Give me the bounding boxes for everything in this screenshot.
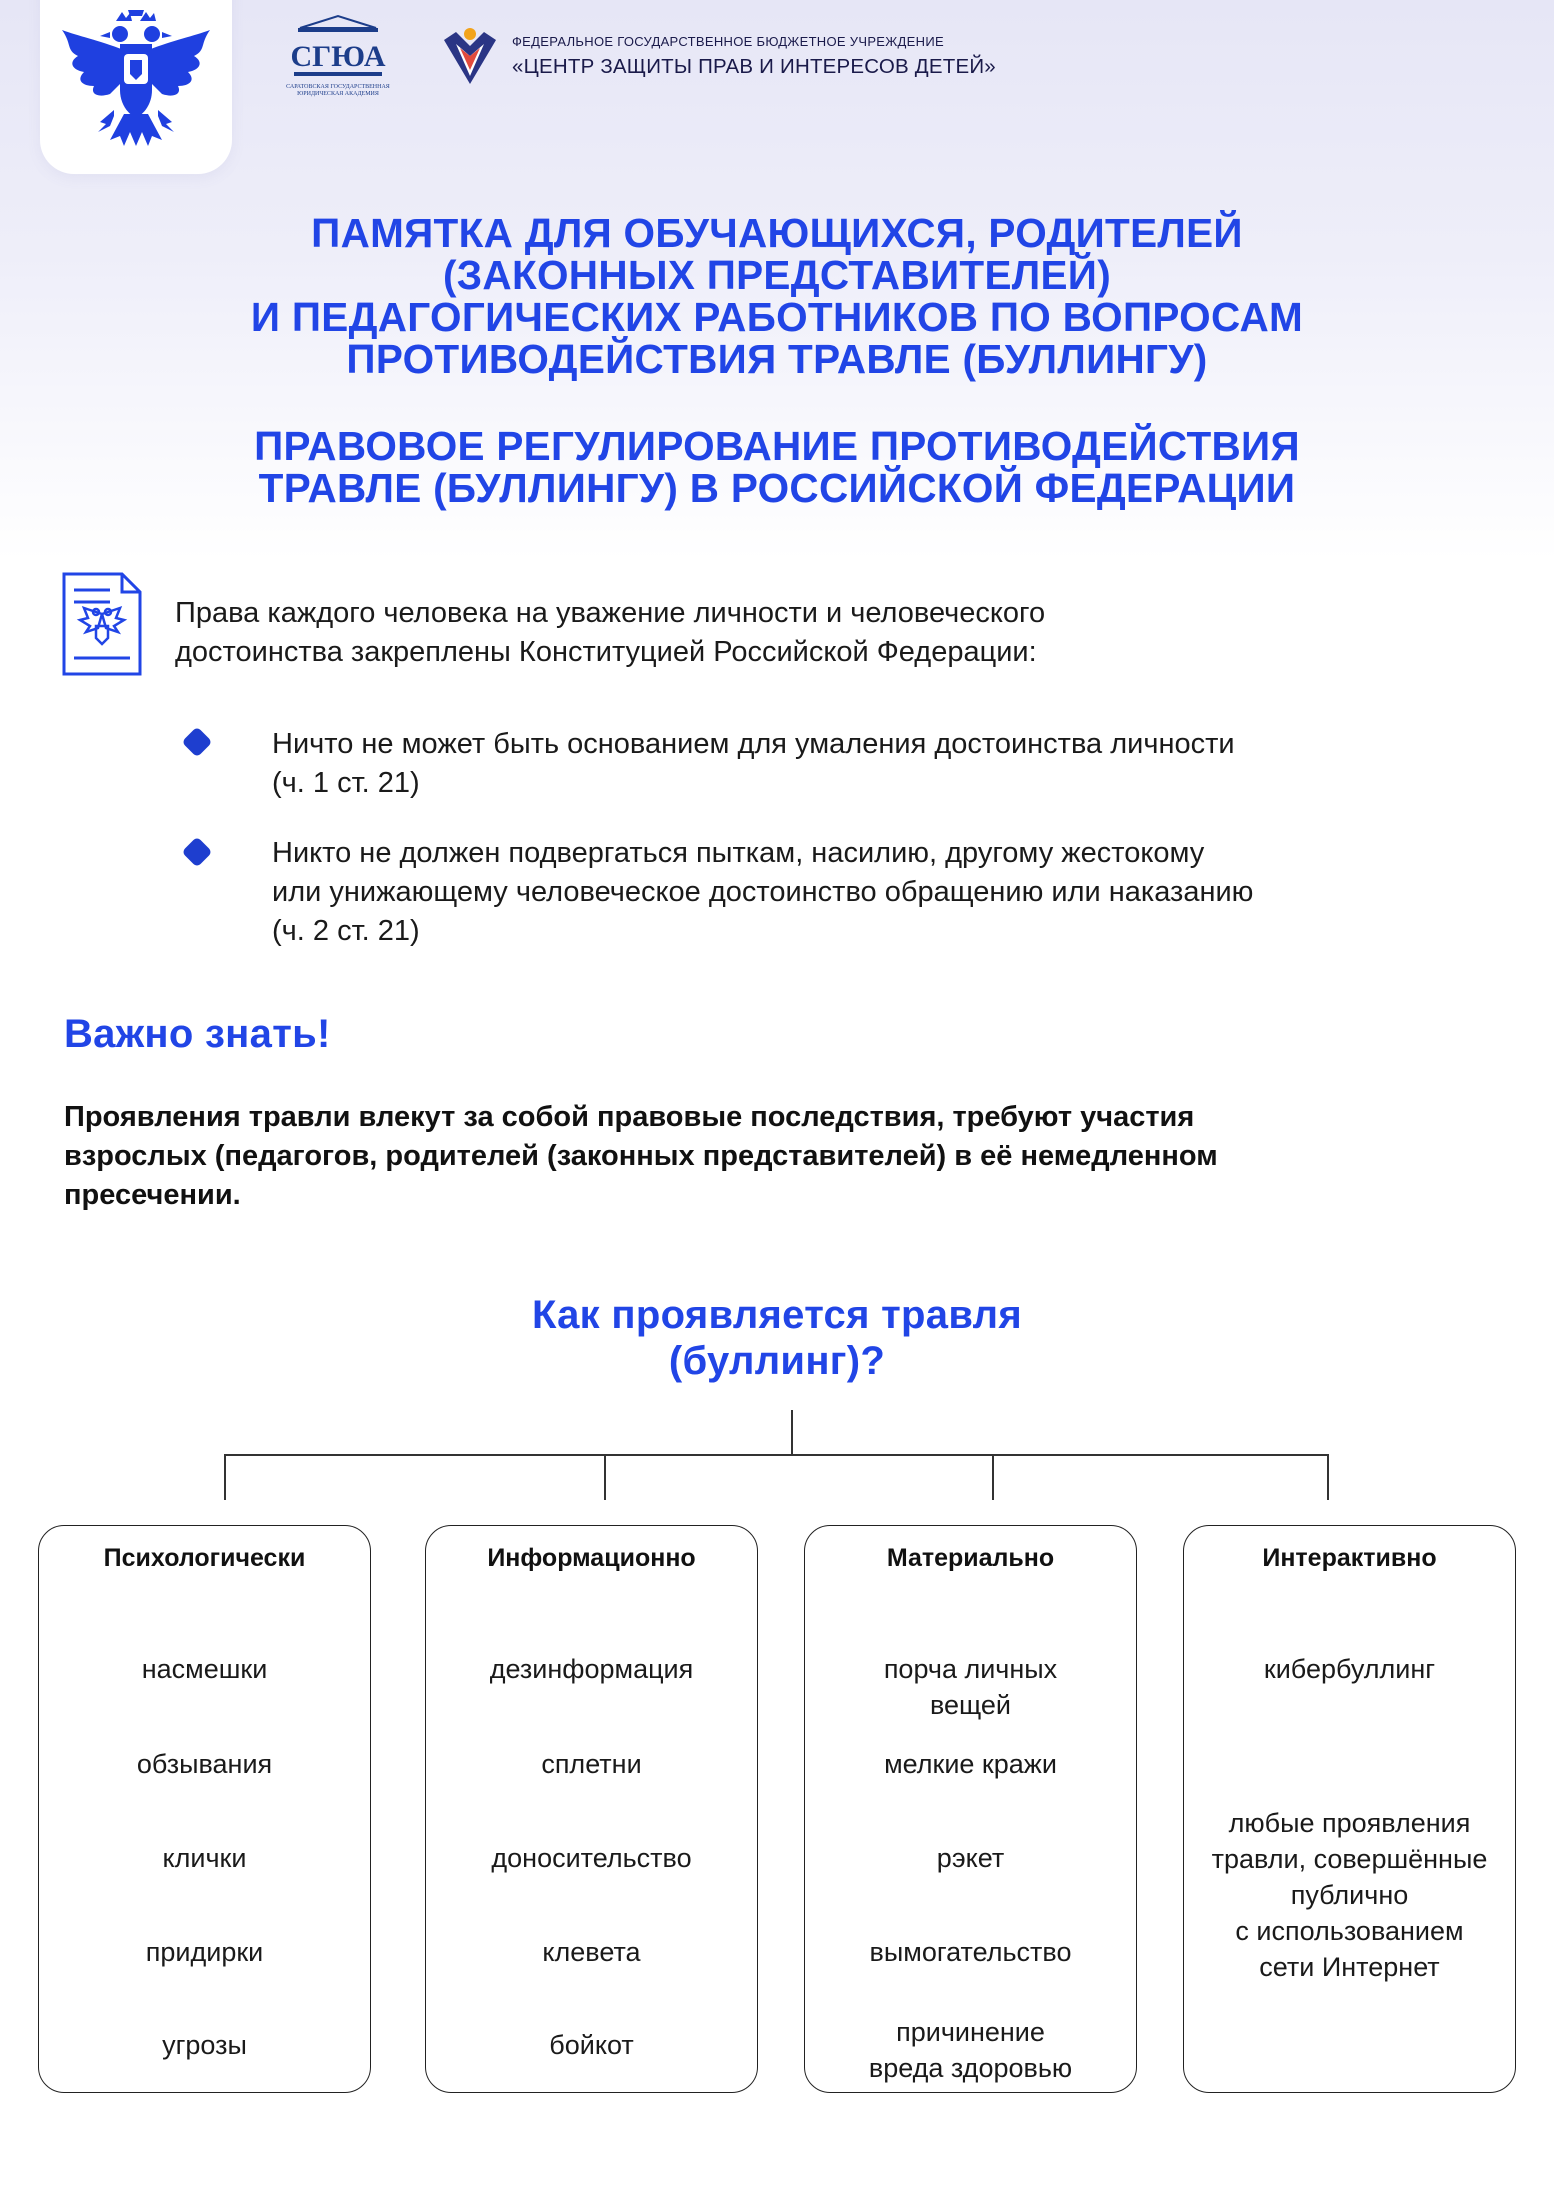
emblem-card — [40, 0, 232, 174]
card-item-line: причинение — [896, 2017, 1045, 2047]
constitution-document-icon — [60, 570, 144, 683]
category-card-psychological — [38, 1525, 371, 2093]
card-item: обзывания — [136, 1749, 273, 1779]
card-item: придирки — [145, 1937, 264, 1967]
card-item-line: вреда здоровью — [868, 2053, 1073, 2083]
sgua-building-icon — [282, 14, 394, 84]
card-title: Интерактивно — [1262, 1544, 1437, 1572]
title-line: ПРОТИВОДЕЙСТВИЯ ТРАВЛЕ (БУЛЛИНГУ) — [346, 336, 1208, 382]
bullet-line: Никто не должен подвергаться пыткам, насилию, другому жестокому — [272, 837, 1205, 869]
card-item-line: публично — [1290, 1880, 1409, 1910]
card-item: вымогательство — [869, 1937, 1072, 1967]
diamond-bullet-icon — [180, 835, 214, 869]
important-line: взрослых (педагогов, родителей (законных представителей) в её немедленном — [64, 1140, 1218, 1172]
how-heading-line: Как проявляется травля — [531, 1293, 1023, 1337]
category-card-informational — [425, 1525, 758, 2093]
card-item-line: сети Интернет — [1259, 1952, 1440, 1982]
card-item-line: травли, совершённые — [1211, 1844, 1488, 1874]
card-item: кибербуллинг — [1263, 1654, 1436, 1684]
sgua-logo — [282, 14, 394, 100]
important-paragraph — [64, 1098, 1464, 1215]
card-item: насмешки — [141, 1654, 268, 1684]
card-item: клевета — [542, 1937, 641, 1967]
card-item: угрозы — [162, 2030, 247, 2060]
card-item-line: порча личных — [883, 1654, 1058, 1684]
subtitle-line: ТРАВЛЕ (БУЛЛИНГУ) В РОССИЙСКОЙ ФЕДЕРАЦИИ — [258, 465, 1296, 511]
intro-line: достоинства закреплены Конституцией Российской Федерации: — [175, 636, 1037, 668]
important-heading: Важно знать! — [64, 1012, 331, 1056]
bullet-text — [272, 725, 1472, 803]
bullet-line: (ч. 1 ст. 21) — [272, 767, 420, 799]
card-item — [805, 2014, 1136, 2086]
title-line: И ПЕДАГОГИЧЕСКИХ РАБОТНИКОВ ПО ВОПРОСАМ — [250, 294, 1304, 340]
card-title: Информационно — [487, 1544, 696, 1572]
tree-branch — [224, 1454, 1328, 1456]
sgua-caption: САРАТОВСКАЯ ГОСУДАРСТВЕННАЯ ЮРИДИЧЕСКАЯ АКАДЕМИЯ — [286, 84, 390, 97]
intro-paragraph — [175, 594, 1355, 672]
card-item: сплетни — [541, 1749, 642, 1779]
card-item-line: вещей — [929, 1690, 1012, 1720]
card-item-line: любые проявления — [1228, 1808, 1471, 1838]
center-subtitle: ФЕДЕРАЛЬНОЕ ГОСУДАРСТВЕННОЕ БЮДЖЕТНОЕ УЧРЕЖДЕНИЕ — [512, 34, 944, 49]
center-title: «ЦЕНТР ЗАЩИТЫ ПРАВ И ИНТЕРЕСОВ ДЕТЕЙ» — [512, 55, 996, 78]
card-item: рэкет — [936, 1843, 1005, 1873]
card-item — [805, 1651, 1136, 1723]
sgua-name: СГЮА — [290, 40, 386, 73]
important-line: пресечении. — [64, 1179, 241, 1211]
section-title — [0, 425, 1554, 509]
bullet-line: или унижающему человеческое достоинство обращению или наказанию — [272, 876, 1254, 908]
how-heading — [0, 1292, 1554, 1384]
card-item: доносительство — [491, 1843, 692, 1873]
title-line: ПАМЯТКА ДЛЯ ОБУЧАЮЩИХСЯ, РОДИТЕЛЕЙ — [311, 210, 1243, 256]
tree-drop — [224, 1454, 226, 1500]
tree-stem — [791, 1410, 793, 1454]
tree-drop — [992, 1454, 994, 1500]
bullet-text — [272, 834, 1472, 951]
subtitle-line: ПРАВОВОЕ РЕГУЛИРОВАНИЕ ПРОТИВОДЕЙСТВИЯ — [254, 423, 1300, 469]
center-name-block — [512, 34, 996, 79]
card-title: Психологически — [103, 1544, 306, 1572]
card-title: Материально — [886, 1544, 1055, 1572]
double-headed-eagle-emblem-icon — [58, 10, 214, 160]
heart-shield-icon — [440, 26, 500, 88]
card-item: мелкие кражи — [884, 1749, 1057, 1779]
important-line: Проявления травли влекут за собой правовые последствия, требуют участия — [64, 1101, 1195, 1133]
bullet-line: (ч. 2 ст. 21) — [272, 915, 420, 947]
center-logo — [440, 26, 500, 93]
page-title — [0, 212, 1554, 380]
category-card-material — [804, 1525, 1137, 2093]
bullet-line: Ничто не может быть основанием для умаления достоинства личности — [272, 728, 1235, 760]
category-card-interactive — [1183, 1525, 1516, 2093]
card-item: клички — [162, 1843, 247, 1873]
card-item: дезинформация — [489, 1654, 694, 1684]
card-item — [1184, 1805, 1515, 1985]
diamond-bullet-icon — [180, 725, 214, 759]
card-item-line: с использованием — [1235, 1916, 1464, 1946]
tree-drop — [1327, 1454, 1329, 1500]
intro-line: Права каждого человека на уважение личности и человеческого — [175, 597, 1046, 629]
card-item: бойкот — [549, 2030, 634, 2060]
title-line: (ЗАКОННЫХ ПРЕДСТАВИТЕЛЕЙ) — [442, 252, 1112, 298]
how-heading-line: (буллинг)? — [668, 1339, 886, 1383]
tree-drop — [604, 1454, 606, 1500]
